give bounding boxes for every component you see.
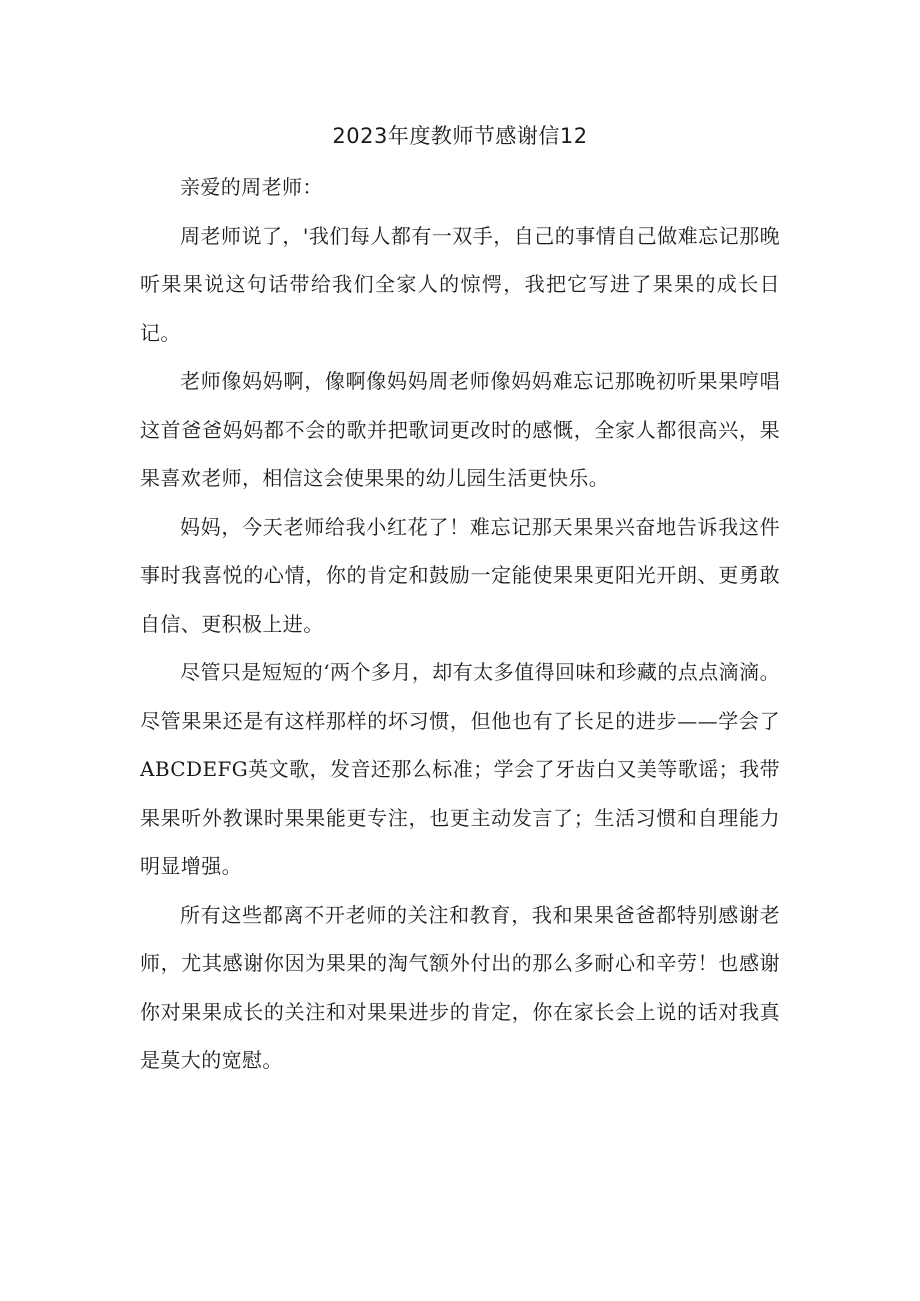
document-title: 2023年度教师节感谢信12 [332,124,588,148]
letter-body [140,163,780,1085]
paragraph-5: 所有这些都离不开老师的关注和教育，我和果果爸爸都特别感谢老师，尤其感谢你因为果果的淘气额外付出的那么多耐心和辛劳！也感谢你对果果成长的关注和对果果进步的肯定，你在家长会上说的话对我真是莫大的宽慰。 [140,902,780,1072]
paragraph-4: 尽管只是短短的‘两个多月，却有太多值得回味和珍藏的点点滴滴。尽管果果还是有这样那样的坏习惯，但他也有了长足的进步——学会了ABCDEFG英文歌，发音还那么标准；学会了牙齿白又美等歌谣；我带果果听外教课时果果能更专注，也更主动发言了；生活习惯和自理能力明显增强。 [140,660,780,878]
paragraph-3: 妈妈，今天老师给我小红花了！难忘记那天果果兴奋地告诉我这件事时我喜悦的心情，你的肯定和鼓励一定能使果果更阳光开朗、更勇敢自信、更积极上进。 [140,514,780,636]
paragraph-2: 老师像妈妈啊，像啊像妈妈周老师像妈妈难忘记那晚初听果果哼唱这首爸爸妈妈都不会的歌并把歌词更改时的感慨，全家人都很高兴，果果喜欢老师，相信这会使果果的幼儿园生活更快乐。 [140,369,780,490]
salutation: 亲爱的周老师： [180,175,323,199]
paragraph-1: 周老师说了，'我们每人都有一双手，自己的事情自己做难忘记那晚听果果说这句话带给我们全家人的惊愕，我把它写进了果果的成长日记。 [140,223,780,345]
